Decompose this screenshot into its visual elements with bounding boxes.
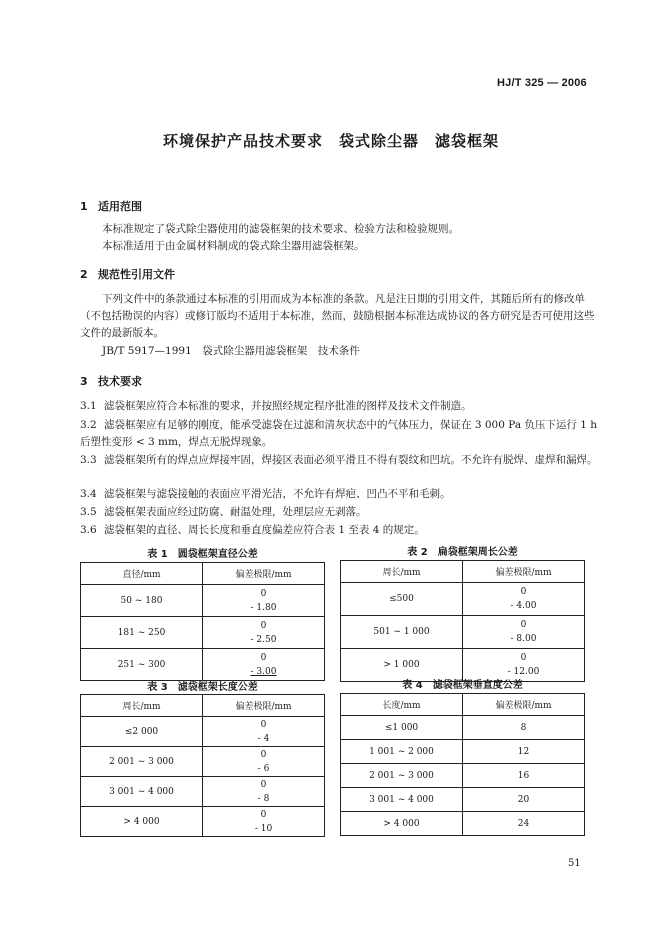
section-title: 适用范围: [98, 200, 142, 213]
table-cell: 3 001 ~ 4 000: [81, 777, 203, 807]
clause-text: 滤袋框架所有的焊点应焊接牢固，焊接区表面必须平滑且不得有裂纹和凹坑。不允许有脱焊、虚焊和漏焊。: [104, 454, 598, 466]
table-cell: 16: [463, 764, 585, 788]
clause: [80, 504, 600, 521]
table-cell: [203, 717, 325, 747]
section-title: 规范性引用文件: [98, 268, 175, 281]
table-perpendicularity-tolerance: [340, 693, 585, 836]
clause-number: 3.6: [80, 524, 97, 536]
table-header: 直径/mm: [81, 563, 203, 585]
table-row: [81, 717, 325, 747]
table-caption: 表 3 滤袋框架长度公差: [147, 682, 258, 693]
section-title: 技术要求: [98, 375, 142, 388]
table-row: [341, 616, 585, 649]
table-cell: [203, 617, 325, 649]
table-caption: 表 2 扁袋框架周长公差: [407, 547, 518, 558]
table-header: 偏差极限/mm: [203, 695, 325, 717]
clause-text: 滤袋框架的直径、周长长度和垂直度偏差应符合表 1 至表 4 的规定。: [104, 524, 425, 536]
upper-limit: 0: [260, 809, 267, 820]
table-row: [81, 777, 325, 807]
table-row: [341, 812, 585, 836]
table-cell: [203, 585, 325, 617]
table-cell: [463, 583, 585, 616]
table-length-tolerance: [80, 694, 325, 837]
paragraph: 下列文件中的条款通过本标准的引用而成为本标准的条款。凡是注日期的引用文件，其随后所有的修改单（不包括勘误的内容）或修订版均不适用于本标准，然而，鼓励根据本标准达成协议的各方研究是否可使用这些文件的最新版本。: [80, 293, 595, 339]
table-cell: 50 ~ 180: [81, 585, 203, 617]
lower-limit: - 1.80: [250, 602, 277, 613]
clause: [80, 398, 600, 415]
table-row: [341, 740, 585, 764]
section-heading: [80, 266, 175, 282]
table-cell: 20: [463, 788, 585, 812]
lower-limit: - 6: [257, 763, 270, 774]
lower-limit: - 8: [257, 793, 270, 804]
table-cell: [463, 616, 585, 649]
clause-text: 滤袋框架应符合本标准的要求，并按照经规定程序批准的图样及技术文件制造。: [104, 400, 472, 412]
standard-number: HJ/T 325 — 2006: [497, 77, 587, 89]
clause-number: 3.1: [80, 400, 97, 412]
lower-limit: - 3.00: [250, 666, 277, 677]
table-row: [81, 585, 325, 617]
section-number: 2: [80, 268, 88, 281]
table-cell: 1 001 ~ 2 000: [341, 740, 463, 764]
table-caption: 表 1 圆袋框架直径公差: [147, 549, 258, 560]
lower-limit: - 4.00: [510, 601, 537, 611]
table-cell: [203, 777, 325, 807]
clause: [80, 417, 600, 451]
section-number: 3: [80, 375, 88, 388]
table-row: [341, 788, 585, 812]
table-cell: [203, 807, 325, 837]
table-row: [341, 583, 585, 616]
table-cell: [203, 747, 325, 777]
table-row: [81, 649, 325, 681]
lower-limit: - 8.00: [510, 634, 537, 644]
table-cell: ≤500: [341, 583, 463, 616]
table-header: 偏差极限/mm: [203, 563, 325, 585]
table-header: 偏差极限/mm: [463, 694, 585, 716]
table-cell: ≤1 000: [341, 716, 463, 740]
clause: [80, 522, 600, 539]
table-cell: 24: [463, 812, 585, 836]
upper-limit: 0: [520, 653, 527, 663]
table-row: [81, 617, 325, 649]
reference: JB/T 5917—1991 袋式除尘器用滤袋框架 技术条件: [102, 345, 360, 357]
table-cell: 2 001 ~ 3 000: [341, 764, 463, 788]
table-cell: [203, 649, 325, 681]
paragraph: 本标准规定了袋式除尘器使用的滤袋框架的技术要求、检验方法和检验规则。: [102, 223, 459, 235]
table-row: [81, 807, 325, 837]
table-cell: 181 ~ 250: [81, 617, 203, 649]
table-cell: > 4 000: [81, 807, 203, 837]
upper-limit: 0: [260, 652, 267, 663]
upper-limit: 0: [520, 587, 527, 597]
upper-limit: 0: [260, 749, 267, 760]
table-row: [81, 747, 325, 777]
section-heading: [80, 198, 142, 214]
table-cell: 12: [463, 740, 585, 764]
clause-text: 滤袋框架与滤袋接触的表面应平滑光洁，不允许有焊疤、凹凸不平和毛刺。: [104, 488, 451, 500]
table-header: 周长/mm: [341, 561, 463, 583]
table-header: 偏差极限/mm: [463, 561, 585, 583]
table-cell: > 1 000: [341, 649, 463, 682]
lower-limit: - 12.00: [507, 667, 540, 677]
clause: [80, 452, 600, 469]
section-heading: [80, 373, 142, 389]
section-number: 1: [80, 200, 88, 213]
upper-limit: 0: [260, 588, 267, 599]
table-caption: 表 4 滤袋框架垂直度公差: [402, 680, 523, 691]
table-cell: 3 001 ~ 4 000: [341, 788, 463, 812]
clause-number: 3.2: [80, 419, 97, 431]
upper-limit: 0: [260, 719, 267, 730]
paragraph: 本标准适用于由金属材料制成的袋式除尘器用滤袋框架。: [102, 240, 365, 252]
lower-limit: - 10: [254, 823, 273, 834]
table-header: 周长/mm: [81, 695, 203, 717]
table-row: [341, 716, 585, 740]
table-row: [341, 764, 585, 788]
clause-number: 3.4: [80, 488, 97, 500]
table-header: 长度/mm: [341, 694, 463, 716]
clause-text: 滤袋框架表面应经过防腐、耐温处理，处理层应无剥落。: [104, 506, 367, 518]
clause-number: 3.5: [80, 506, 97, 518]
lower-limit: - 2.50: [250, 634, 277, 645]
clause: [80, 486, 600, 503]
clause-text: 滤袋框架应有足够的刚度，能承受滤袋在过滤和清灰状态中的气体压力，保证在 3 000 Pa 负压下运行 1 h 后塑性变形 < 3 mm，焊点无脱焊现象。: [80, 419, 598, 448]
table-cell: 251 ~ 300: [81, 649, 203, 681]
page-number: 51: [568, 858, 581, 869]
document-title: 环境保护产品技术要求 袋式除尘器 滤袋框架: [162, 132, 499, 150]
table-perimeter-tolerance: [340, 560, 585, 682]
clause-number: 3.3: [80, 454, 97, 466]
upper-limit: 0: [520, 620, 527, 630]
upper-limit: 0: [260, 779, 267, 790]
upper-limit: 0: [260, 620, 267, 631]
table-cell: > 4 000: [341, 812, 463, 836]
table-cell: ≤2 000: [81, 717, 203, 747]
table-diameter-tolerance: [80, 562, 325, 681]
lower-limit: - 4: [257, 733, 270, 744]
table-cell: 8: [463, 716, 585, 740]
table-cell: 501 ~ 1 000: [341, 616, 463, 649]
table-cell: 2 001 ~ 3 000: [81, 747, 203, 777]
